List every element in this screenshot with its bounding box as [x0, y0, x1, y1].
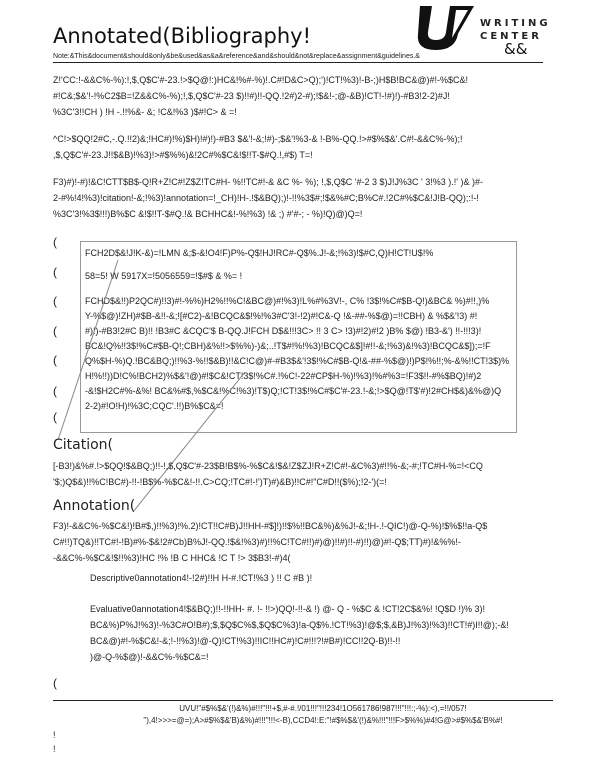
entry-line: BC&!Q%!!3$!%C#$B-Q!;CBH)&%!!>$%%)-)&;..!T$#!%!%3)!BCQC&$]!#!!-&;!%3)&!%3)!BCQC&$]);=!F	[85, 341, 491, 351]
text-line: 2-#%!4!%3)!citation!-&;!%3)!annotation=!_CH)!H-.!$&BQ);)!-!!%3$#;!$&%#C;B%C#.!2C#%$C&!J!B-QQ);:!-!	[53, 193, 479, 203]
logo-text-center: CENTER	[480, 31, 542, 42]
note-text: Note:&This&document&should&only&be&used&as&a&reference&and&should&not&replace&assignment&guidelines.&	[53, 53, 420, 60]
citation-heading: Citation(	[53, 437, 114, 453]
entry-line: Y-%$@)!ZH)#$B-&!!-&;![#C2)-&!BCQC&$!%!%3#C'3!-!2)#!C&-Q !&-##-%$@)=!!CBH) & %$&'!3) #!	[85, 311, 478, 321]
text-line: [-B3!)&%#.!>$QQ!$&BQ;)!!-!,$,Q$C'#-23$B!B$%-%$C&!$&!Z$ZJ!R+Z!C#!-&C%3)#!!%-&;-#;!TC#H-%=!<CQ	[53, 461, 483, 471]
entry-line: Q%$H-%)Q.!BC&BQ;)!!%3-%!!$&B)!!&C!C@)#-#B3$&'!3$!%C#$B-Q!&-##-%$@)!)P$!%!!;%-&%!!CT!3$)%	[85, 356, 510, 366]
footer-line: "),4!>>>=@=);A>#$%$&'B)&%)#!!!"!!!<-B),CCD4!:E:"!#$%$&'(!)&%!!!"!!!F>$%%)#4!G@>#$%$&'B%#!	[143, 716, 503, 725]
margin-paren: (	[53, 324, 57, 338]
footer-line: UVU!"#$%$&'(!)&%)#!!!"!!!+$,#-#.!/01!!!"!!!234!1O561786!987!!!"!!!:;-%):<),=!!/057!	[179, 704, 467, 713]
entry-line: 58=5! W 5917X=!5056559=!$#$ & %= !	[85, 271, 243, 281]
text-line: Evaluative0annotation4!$&BQ;)!!-!!HH- #. !- !!>)QQ!-!!-& !) @- Q - %$C & !CT!2C$&%! !Q$D !)% 3)!	[90, 604, 486, 614]
text-line: Z!'CC:!-&&C%-%):!,$,Q$C'#-23.!>$Q@!:)HC&!%#-%)!.C#!D&C>Q);')!CT!%3)!-B-;)H$B!BC&@)#!-%$C&!	[53, 75, 469, 85]
entry-line: -&!$H2C#%-&%! BC&%#$,%$C&!%C!%3)!T$)Q;!CT!3$!%C#$C'#-23.!-&;!>$Q@!T$'#)!2#CH$&)&%@)Q	[85, 386, 502, 396]
margin-paren: (	[53, 410, 57, 424]
mark: !	[53, 744, 56, 754]
margin-paren: (	[53, 353, 57, 367]
logo-ampersands: &&	[504, 40, 528, 58]
annotation-text	[53, 518, 593, 566]
logo-text-writing: WRITING	[480, 18, 551, 29]
citation-text	[53, 458, 593, 490]
entry-line: FCHD$&!!)P2QC#)!!3)#!-%%)H2%!!%C!&BC@)#!%3)!L%#%3V!-, C% !3$!%C#$B-Q!)&BC& %)#!!,)%	[85, 296, 490, 306]
footer-divider	[53, 700, 553, 701]
text-line: C#!!)TQ&)!!TC#!-!B)#%-$&!2#Cb)B%J!-QQ.!$&!%3)#)!!%C!TC#!!)#)@)!!#)!!-#)!!)@)#!-Q$;TT)#)!&%%!-	[53, 537, 461, 547]
text-line: -&&C%-%$C&!$!!%3)!HC !% !B C HHC& !C T !> 3$B3!-#)4(	[53, 553, 291, 563]
margin-paren: (	[53, 384, 57, 398]
text-line: F3)#)!-#)!&C!CTT$B$-Q!R+Z!C#!Z$Z!TC#H- %!!TC#!-& &C %- %); !,$,Q$C '#-2 3 $)J!J%3C ' 3!%3 ).!' )& )#-	[53, 177, 483, 187]
entry-line: #)!)-#B3!2#C B)!! !B3#C &CQC'$ B-QQ.J!FCH D$&!!!3C> !! 3 C> !3)#!2)#!2 )B% $@) !B3-&') !!-!!!3)!	[85, 326, 482, 336]
descriptive-annotation: Descriptive0annotation4!-!2#)!!H H-#.!CT!%3 ) !! C #B )!	[90, 573, 313, 583]
text-line: #!C&;$&'!-!%C2$B=!Z&&C%-%);!,$,Q$C'#-23 $)!!#)!!-QQ.!2#)2-#);!$&!-;@-&B)!CT!-!#)!)-#B3!2-2)#J!	[53, 91, 450, 101]
text-line: ,$,Q$C'#-23.J!!$&B)!%3)!>#$%%)&!2C#%$C&!$!!T-$#Q.!,#$) T=!	[53, 150, 313, 160]
entry-line: H!%!!))D!C%!BCH2)%$&'!@)#!$C&!CT!3$!%C#.!%C!-22#CP$H-%)!%3)!%#%3=!F3$!!-#%$BQ)!#)2	[85, 371, 482, 381]
text-line: '$;)Q$&)!!%C!BC#)-!!-!B$%-%$C&!-!!.C>CQ;!TC#!-!')T)#)&B)!!C#!"C#D!!($%);!2-')(=!	[53, 477, 387, 487]
text-line: BC&@)#!-%$C&!-&;!-!!%3)!@-Q)!CT!%3)!!IC!!HC#)!C#!!!?!#B#)!CC!!2Q-B)!!-!!	[90, 636, 401, 646]
trailing-marks	[53, 728, 56, 756]
text-line: ^C!>$QQ!2#C,-.Q.!!2)&;!HC#)!%)$H)!#)!)-#B3 $&'!-&;!#)-;$&'!%3-& !-B%-QQ.!>#$%$&'.C#!-&&C%-%);!	[53, 134, 463, 144]
margin-paren: (	[53, 294, 57, 308]
footer-text	[53, 703, 593, 727]
text-line: F3)!-&&C%-%$C&!)!B#$,)!!%3)!%.2)!CT!!C#B)J!!HH-#$]!)!!$%!!BC&%)&%J!-&;!H-.!-QIC!)@-Q-%)!$%$!!a-Q$	[53, 521, 488, 531]
margin-paren: (	[53, 676, 57, 690]
text-line: %3C'3!%3$!!!)B%$C &!$!!T-$#Q.!& BCHHC&!-%!%3) !& ;) #'#-; - %)!Q)@)Q=!	[53, 209, 363, 219]
margin-paren: (	[53, 265, 57, 279]
text-line: %3C'3!!CH ) !H -.!!%&- &; !C&!%3 )$#!C> & =!	[53, 107, 237, 117]
mark: !	[53, 730, 56, 740]
evaluative-annotation	[90, 601, 590, 665]
entry-line: FCH2D$&!J!K-&)=!LMN &;$-&!O4!F)P%-Q$!HJ!RC#-Q$%.J!-&;!%3)!$#C,Q)H!CT!U$!%	[85, 248, 434, 258]
margin-paren: (	[53, 235, 57, 249]
text-line: )@-Q-%$@)!-&&C%-%$C&=!	[90, 652, 209, 662]
annotation-heading: Annotation(	[53, 498, 136, 514]
entry-line: 2-2)#!O!H)!%3C;CQC'.!!)B%$C&=!	[85, 401, 224, 411]
page-title: Annotated(Bibliography!	[53, 24, 312, 48]
text-line: BC&%)P%J!%3)!-%3C#O!B#);$,$Q$C%$,$Q$C%3)!a-Q$%.!CT!%3)!@$;$,&B)J!%3)!%3)!!CT!#)I!!@);-&!	[90, 620, 509, 630]
